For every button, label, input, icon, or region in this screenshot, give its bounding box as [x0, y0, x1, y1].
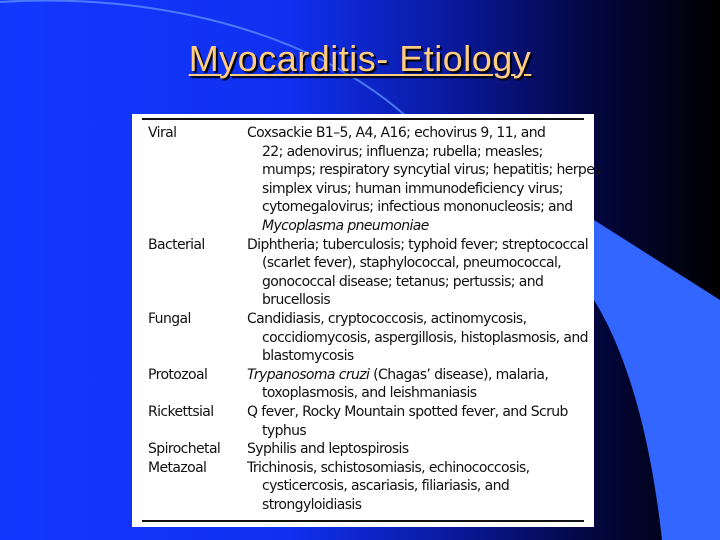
cause-text: gonococcal disease; tetanus; pertussis; and	[262, 273, 544, 290]
organism-name-italic: Trypanosoma cruzi	[247, 366, 370, 383]
cause-text: (Chagas’ disease), malaria,	[369, 366, 549, 383]
cause-text: Q fever, Rocky Mountain spotted fever, and Scrub	[247, 403, 568, 420]
row-category-label: Bacterial	[148, 236, 205, 253]
cause-text: (scarlet fever), staphylococcal, pneumococcal,	[262, 255, 562, 272]
table-row	[132, 440, 594, 459]
etiology-table	[132, 114, 601, 527]
cause-text: cysticercosis, ascariasis, filiariasis, and	[262, 478, 510, 495]
row-category-label: Protozoal	[148, 366, 208, 383]
cause-text: cytomegalovirus; infectious mononucleosis; and	[262, 199, 573, 216]
row-cause-line	[247, 124, 594, 143]
table-row	[132, 403, 594, 440]
row-category-label: Spirochetal	[148, 441, 221, 458]
cause-text: strongyloidiasis	[262, 496, 362, 513]
cause-text: simplex virus; human immunodeficiency virus;	[262, 180, 563, 197]
table-bottom-rule	[142, 520, 584, 522]
cause-text: Coxsackie B1–5, A4, A16; echovirus 9, 11, and	[247, 125, 546, 141]
row-category-label: Rickettsial	[148, 403, 214, 420]
row-cause-line	[247, 236, 594, 255]
row-cause-line	[262, 217, 594, 236]
row-cause-line	[247, 403, 594, 422]
row-category-label: Fungal	[148, 310, 191, 327]
row-cause-line	[262, 422, 594, 441]
slide-title: Myocarditis- Etiology	[188, 38, 532, 79]
cause-text: toxoplasmosis, and leishmaniasis	[262, 385, 477, 402]
cause-text: coccidiomycosis, aspergillosis, histoplasmosis, and	[262, 329, 588, 346]
cause-text: brucellosis	[262, 292, 331, 309]
organism-name-italic: Mycoplasma pneumoniae	[262, 217, 429, 234]
row-cause-line	[262, 143, 594, 162]
cause-text: Syphilis and leptospirosis	[247, 441, 409, 458]
row-cause-line	[247, 459, 594, 478]
cause-text: Candidiasis, cryptococcosis, actinomycosis,	[247, 310, 527, 327]
row-category-label: Viral	[148, 125, 177, 141]
table-row	[132, 124, 601, 236]
row-cause-line	[262, 180, 594, 199]
table-row	[132, 459, 594, 515]
cause-text: Diphtheria; tuberculosis; typhoid fever; streptococcal	[247, 236, 588, 253]
row-cause-line	[262, 477, 594, 496]
row-cause-line	[262, 329, 594, 348]
row-cause-line	[262, 273, 594, 292]
row-cause-line	[262, 254, 594, 273]
row-cause-line	[262, 161, 601, 180]
row-cause-line	[247, 310, 594, 329]
cause-text: typhus	[262, 422, 307, 439]
table-rows	[132, 124, 601, 514]
row-cause-line	[262, 291, 594, 310]
table-row	[132, 236, 594, 310]
cause-text: Trichinosis, schistosomiasis, echinococcosis,	[247, 459, 530, 476]
table-row	[132, 366, 594, 403]
cause-text: blastomycosis	[262, 348, 354, 365]
row-cause-line	[262, 384, 594, 403]
row-cause-line	[247, 440, 594, 459]
row-category-label: Metazoal	[148, 459, 207, 476]
row-cause-line	[247, 366, 594, 385]
row-cause-line	[262, 198, 594, 217]
cause-text: 22; adenovirus; influenza; rubella; measles;	[262, 143, 543, 160]
cause-text: mumps; respiratory syncytial virus; hepatitis; herpes	[262, 162, 601, 179]
row-cause-line	[262, 347, 594, 366]
table-row	[132, 310, 594, 366]
background-accent-shape	[594, 220, 720, 540]
row-cause-line	[262, 496, 594, 515]
table-top-rule	[142, 118, 584, 120]
